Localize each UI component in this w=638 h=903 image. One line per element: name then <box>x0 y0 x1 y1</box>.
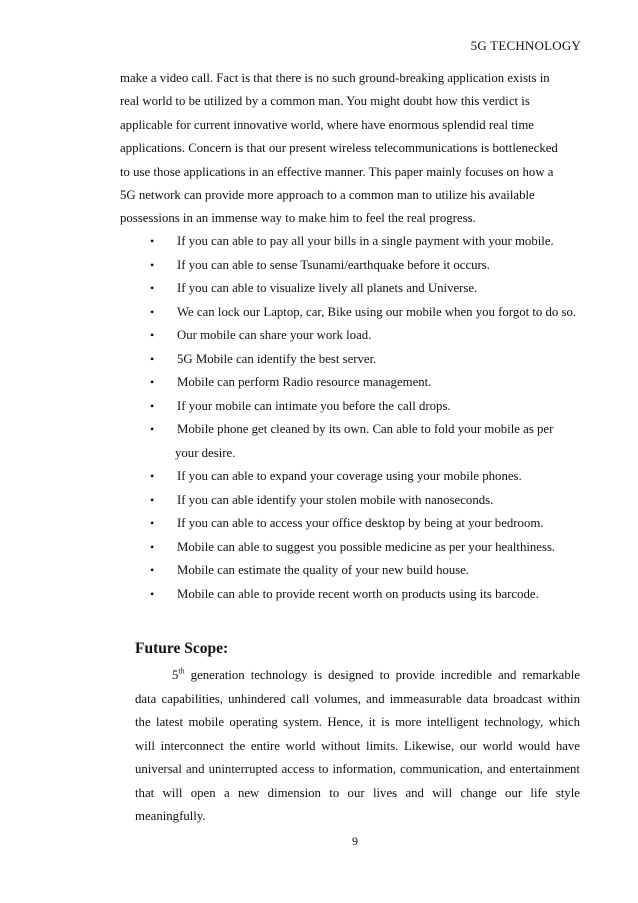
bullet-icon: • <box>150 539 155 554</box>
paragraph-line: meaningfully. <box>135 809 206 823</box>
intro-line: 5G network can provide more approach to a common man to utilize his available <box>120 188 535 203</box>
bullet-icon: • <box>150 234 155 248</box>
bullet-icon: • <box>150 351 155 366</box>
list-item <box>150 583 576 607</box>
intro-line: applicable for current innovative world, where have enormous splendid real time <box>120 117 534 132</box>
intro-paragraph <box>120 67 574 231</box>
list-item <box>150 465 576 489</box>
bullet-icon: • <box>150 492 155 507</box>
list-item-text: Mobile can estimate the quality of your new build house. <box>177 563 470 577</box>
list-item <box>150 348 576 372</box>
list-item <box>150 277 576 301</box>
list-item <box>150 230 576 254</box>
list-item-text: If you can able to access your office desktop by being at your bedroom. <box>177 516 544 530</box>
running-header: 5G TECHNOLOGY <box>470 38 581 53</box>
list-item <box>150 559 576 583</box>
list-item-text: If you can able to expand your coverage using your mobile phones. <box>177 469 522 483</box>
feature-bullet-list <box>150 230 576 606</box>
bullet-icon: • <box>150 375 155 389</box>
intro-line: possessions in an immense way to make him to feel the real progress. <box>120 211 476 226</box>
bullet-icon: • <box>150 422 155 436</box>
list-item-text: Our mobile can share your work load. <box>177 328 372 342</box>
bullet-icon: • <box>150 304 155 319</box>
intro-line: real world to be utilized by a common man. You might doubt how this verdict is <box>120 94 530 109</box>
list-item-text: If you can able to visualize lively all planets and Universe. <box>177 281 478 295</box>
intro-line: applications. Concern is that our present wireless telecommunications is bottlenecked <box>120 141 558 156</box>
future-scope-paragraph <box>135 664 580 829</box>
list-item <box>150 324 576 348</box>
list-item-text: If your mobile can intimate you before the call drops. <box>177 398 451 413</box>
list-item <box>150 301 576 325</box>
page-number: 9 <box>352 834 358 848</box>
bullet-icon: • <box>150 469 155 483</box>
list-item-text: If you can able to sense Tsunami/earthquake before it occurs. <box>177 257 490 272</box>
first-line-text: generation technology is designed to provide incredible and remarkable <box>184 668 580 682</box>
ordinal-number: 5 <box>172 668 179 682</box>
list-item <box>150 418 576 465</box>
bullet-icon: • <box>150 257 155 272</box>
paragraph-line <box>135 664 580 688</box>
list-item-text: Mobile can able to suggest you possible medicine as per your healthiness. <box>177 539 556 554</box>
section-heading: Future Scope: <box>135 640 229 657</box>
list-item-text: Mobile can able to provide recent worth on products using its barcode. <box>177 586 539 601</box>
list-item <box>150 254 576 278</box>
list-item-text: 5G Mobile can identify the best server. <box>177 351 377 366</box>
paragraph-line: that will open a new dimension to our lives and will change our life style <box>135 785 580 800</box>
list-item-continuation: your desire. <box>175 445 236 460</box>
bullet-icon: • <box>150 328 155 342</box>
list-item <box>150 395 576 419</box>
list-item-text: Mobile phone get cleaned by its own. Can able to fold your mobile as per <box>177 422 554 436</box>
paragraph-line: the latest mobile operating system. Hence, it is more intelligent technology, which <box>135 715 580 729</box>
list-item <box>150 489 576 513</box>
list-item <box>150 371 576 395</box>
intro-line: to use those applications in an effective manner. This paper mainly focuses on how a <box>120 164 554 179</box>
ordinal-suffix: th <box>178 666 185 676</box>
list-item-text: If you can able identify your stolen mobile with nanoseconds. <box>177 492 494 507</box>
bullet-icon: • <box>150 563 155 577</box>
list-item-text: Mobile can perform Radio resource management. <box>177 375 432 389</box>
bullet-icon: • <box>150 281 155 295</box>
list-item <box>150 536 576 560</box>
paragraph-line: data capabilities, unhindered call volumes, and immeasurable data broadcast within <box>135 691 580 706</box>
list-item-text: If you can able to pay all your bills in a single payment with your mobile. <box>177 234 554 248</box>
paragraph-line: universal and uninterrupted access to information, communication, and entertainment <box>135 762 580 776</box>
bullet-icon: • <box>150 586 155 601</box>
list-item-text: We can lock our Laptop, car, Bike using our mobile when you forgot to do so. <box>177 304 577 319</box>
intro-line: make a video call. Fact is that there is no such ground-breaking application exists in <box>120 71 550 85</box>
list-item <box>150 512 576 536</box>
bullet-icon: • <box>150 516 155 530</box>
bullet-icon: • <box>150 398 155 413</box>
paragraph-line: will interconnect the entire world without limits. Likewise, our world would have <box>135 738 580 753</box>
